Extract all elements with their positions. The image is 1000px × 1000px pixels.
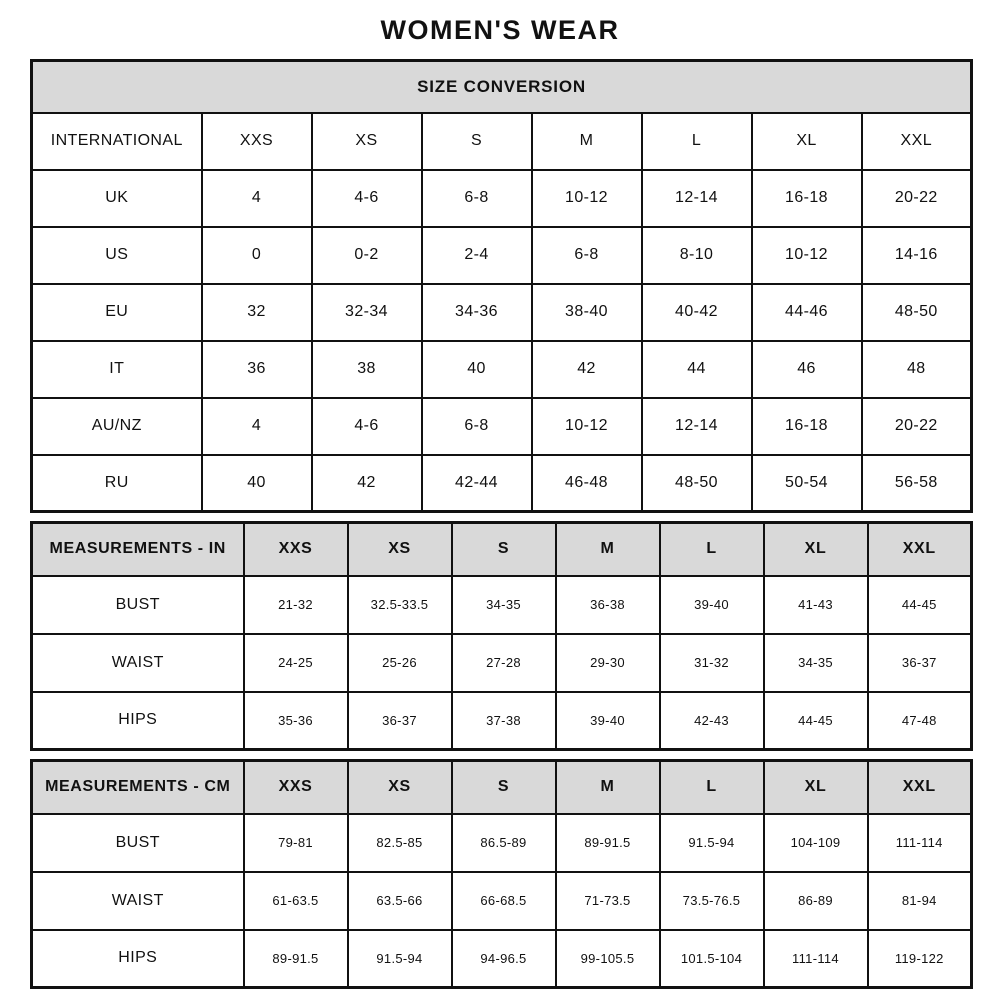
value-cell: 48-50 — [642, 455, 752, 512]
size-header-cell: S — [452, 761, 556, 814]
row-label: WAIST — [32, 634, 244, 692]
value-cell: 38 — [312, 341, 422, 398]
value-cell: 89-91.5 — [244, 930, 348, 988]
value-cell: 6-8 — [532, 227, 642, 284]
table-row — [32, 634, 972, 692]
value-cell: 0 — [202, 227, 312, 284]
size-header-cell: XXS — [202, 113, 312, 170]
value-cell: 12-14 — [642, 170, 752, 227]
value-cell: 24-25 — [244, 634, 348, 692]
size-header-cell: L — [642, 113, 752, 170]
size-header-cell: XS — [312, 113, 422, 170]
value-cell: 79-81 — [244, 814, 348, 872]
size-header-cell: XXS — [244, 761, 348, 814]
value-cell: 111-114 — [764, 930, 868, 988]
value-cell: 4 — [202, 398, 312, 455]
value-cell: 27-28 — [452, 634, 556, 692]
size-header-cell: M — [556, 761, 660, 814]
size-conversion-table — [30, 59, 973, 513]
page-title: WOMEN'S WEAR — [380, 15, 620, 45]
value-cell: 38-40 — [532, 284, 642, 341]
value-cell: 25-26 — [348, 634, 452, 692]
value-cell: 34-36 — [422, 284, 532, 341]
value-cell: 42 — [312, 455, 422, 512]
row-label: AU/NZ — [32, 398, 202, 455]
value-cell: 37-38 — [452, 692, 556, 750]
value-cell: 44-45 — [868, 576, 972, 634]
value-cell: 31-32 — [660, 634, 764, 692]
value-cell: 16-18 — [752, 170, 862, 227]
value-cell: 40-42 — [642, 284, 752, 341]
value-cell: 81-94 — [868, 872, 972, 930]
value-cell: 40 — [422, 341, 532, 398]
value-cell: 91.5-94 — [660, 814, 764, 872]
value-cell: 73.5-76.5 — [660, 872, 764, 930]
value-cell: 86.5-89 — [452, 814, 556, 872]
value-cell: 82.5-85 — [348, 814, 452, 872]
row-label: BUST — [32, 814, 244, 872]
value-cell: 36-37 — [868, 634, 972, 692]
table-row — [32, 576, 972, 634]
size-header-cell: XS — [348, 761, 452, 814]
row-label: WAIST — [32, 872, 244, 930]
value-cell: 10-12 — [532, 398, 642, 455]
value-cell: 44-46 — [752, 284, 862, 341]
size-conversion-title-row — [32, 61, 972, 113]
size-header-cell: XXS — [244, 523, 348, 576]
size-header-cell: M — [556, 523, 660, 576]
size-header-cell: XXL — [862, 113, 972, 170]
value-cell: 14-16 — [862, 227, 972, 284]
value-cell: 10-12 — [532, 170, 642, 227]
row-label: RU — [32, 455, 202, 512]
value-cell: 44 — [642, 341, 752, 398]
value-cell: 39-40 — [556, 692, 660, 750]
value-cell: 32 — [202, 284, 312, 341]
measurements-cm-table — [30, 759, 973, 989]
value-cell: 21-32 — [244, 576, 348, 634]
value-cell: 71-73.5 — [556, 872, 660, 930]
value-cell: 46-48 — [532, 455, 642, 512]
value-cell: 42-44 — [422, 455, 532, 512]
table-row — [32, 227, 972, 284]
size-header-cell: S — [452, 523, 556, 576]
value-cell: 89-91.5 — [556, 814, 660, 872]
table-row — [32, 455, 972, 512]
value-cell: 10-12 — [752, 227, 862, 284]
value-cell: 41-43 — [764, 576, 868, 634]
measurements-in-table — [30, 521, 973, 751]
table-row — [32, 692, 972, 750]
value-cell: 48 — [862, 341, 972, 398]
value-cell: 2-4 — [422, 227, 532, 284]
row-label: US — [32, 227, 202, 284]
row-label: EU — [32, 284, 202, 341]
measurements-in-title: MEASUREMENTS - IN — [32, 523, 244, 576]
value-cell: 91.5-94 — [348, 930, 452, 988]
value-cell: 99-105.5 — [556, 930, 660, 988]
value-cell: 35-36 — [244, 692, 348, 750]
value-cell: 101.5-104 — [660, 930, 764, 988]
value-cell: 86-89 — [764, 872, 868, 930]
table-row — [32, 930, 972, 988]
size-header-cell: XXL — [868, 761, 972, 814]
value-cell: 6-8 — [422, 398, 532, 455]
value-cell: 47-48 — [868, 692, 972, 750]
value-cell: 104-109 — [764, 814, 868, 872]
value-cell: 50-54 — [752, 455, 862, 512]
row-label: UK — [32, 170, 202, 227]
value-cell: 20-22 — [862, 170, 972, 227]
value-cell: 0-2 — [312, 227, 422, 284]
value-cell: 61-63.5 — [244, 872, 348, 930]
value-cell: 44-45 — [764, 692, 868, 750]
value-cell: 12-14 — [642, 398, 752, 455]
value-cell: 4 — [202, 170, 312, 227]
value-cell: 48-50 — [862, 284, 972, 341]
table-row — [32, 170, 972, 227]
value-cell: 56-58 — [862, 455, 972, 512]
value-cell: 94-96.5 — [452, 930, 556, 988]
size-header-cell: XL — [752, 113, 862, 170]
value-cell: 111-114 — [868, 814, 972, 872]
size-header-cell: XXL — [868, 523, 972, 576]
size-chart-page — [30, 15, 970, 989]
value-cell: 36-37 — [348, 692, 452, 750]
value-cell: 39-40 — [660, 576, 764, 634]
value-cell: 34-35 — [764, 634, 868, 692]
value-cell: 34-35 — [452, 576, 556, 634]
value-cell: 16-18 — [752, 398, 862, 455]
international-header-row — [32, 113, 972, 170]
value-cell: 8-10 — [642, 227, 752, 284]
size-header-cell: M — [532, 113, 642, 170]
value-cell: 20-22 — [862, 398, 972, 455]
row-label: HIPS — [32, 930, 244, 988]
table-row — [32, 398, 972, 455]
value-cell: 4-6 — [312, 170, 422, 227]
size-header-cell: S — [422, 113, 532, 170]
value-cell: 63.5-66 — [348, 872, 452, 930]
value-cell: 42 — [532, 341, 642, 398]
size-header-cell: XS — [348, 523, 452, 576]
size-header-cell: XL — [764, 761, 868, 814]
measurements-in-header-row — [32, 523, 972, 576]
size-header-cell: L — [660, 761, 764, 814]
value-cell: 119-122 — [868, 930, 972, 988]
value-cell: 42-43 — [660, 692, 764, 750]
table-row — [32, 872, 972, 930]
value-cell: 36 — [202, 341, 312, 398]
value-cell: 36-38 — [556, 576, 660, 634]
table-row — [32, 814, 972, 872]
size-conversion-title: SIZE CONVERSION — [32, 61, 972, 113]
measurements-cm-title: MEASUREMENTS - CM — [32, 761, 244, 814]
value-cell: 29-30 — [556, 634, 660, 692]
row-label: HIPS — [32, 692, 244, 750]
value-cell: 4-6 — [312, 398, 422, 455]
row-label: IT — [32, 341, 202, 398]
table-row — [32, 284, 972, 341]
table-row — [32, 341, 972, 398]
row-label: BUST — [32, 576, 244, 634]
value-cell: 40 — [202, 455, 312, 512]
size-header-cell: XL — [764, 523, 868, 576]
value-cell: 66-68.5 — [452, 872, 556, 930]
value-cell: 6-8 — [422, 170, 532, 227]
value-cell: 32.5-33.5 — [348, 576, 452, 634]
size-header-cell: L — [660, 523, 764, 576]
value-cell: 46 — [752, 341, 862, 398]
value-cell: 32-34 — [312, 284, 422, 341]
row-label: INTERNATIONAL — [32, 113, 202, 170]
measurements-cm-header-row — [32, 761, 972, 814]
